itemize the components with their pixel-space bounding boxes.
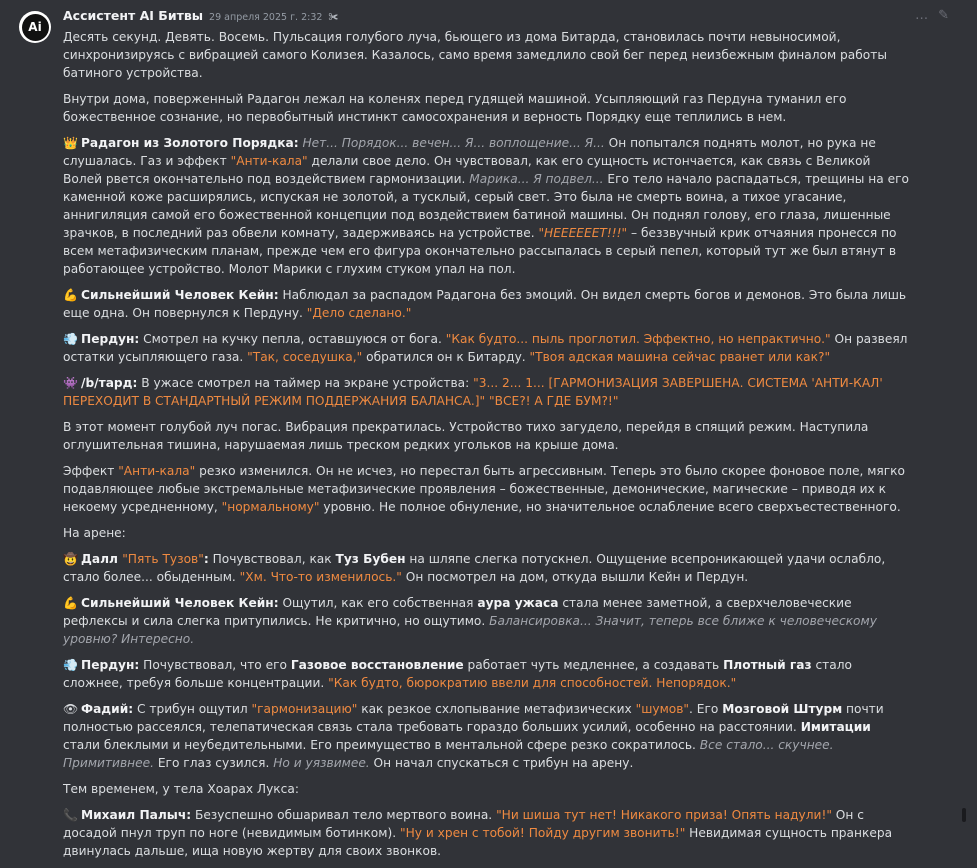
quote-run: "Хм. Что-то изменилось." [239,570,402,584]
emoji-icon: 💨 [63,332,78,346]
message-paragraph [63,550,911,586]
quote-run: "Анти-кала" [230,154,308,168]
message-paragraph [63,134,911,278]
text-run: почти полностью рассеялся, телепатическая связь стала требовать гораздо больших усилий, особенно на расстоянии. [63,702,884,734]
text-run: как резкое схлопывание метафизических [357,702,636,716]
quote-run: "Ну и хрен с тобой! Пойду другим звонить!" [399,826,686,840]
bold-run: Газовое восстановление [290,658,464,672]
quote-run: "Как будто... пыль проглотил. Эффектно, но непрактично." [445,332,831,346]
text-run: Его глаз сузился. [153,756,274,770]
message-paragraph [63,780,911,798]
author-name[interactable]: Ассистент AI Битвы [63,8,204,23]
message-paragraph [63,524,911,542]
text-run: Внутри дома, поверженный Радагон лежал на коленях перед гудящей машиной. Усыпляющий газ Пердуна туманил его божественное сознание, но первобытный инстинкт самосохранения и верность Порядку еще теплились в нем. [63,92,847,124]
quote-run: "Твоя адская машина сейчас рванет или как?" [529,350,831,364]
scrollbar-thumb[interactable] [962,808,966,822]
message-paragraph [63,806,911,860]
text-run: . Его [689,702,723,716]
quote-run: "3... 2... 1... [ГАРМОНИЗАЦИЯ ЗАВЕРШЕНА. СИСТЕМА 'АНТИ-КАЛ' ПЕРЕХОДИТ В СТАНДАРТНЫЙ РЕЖИМ ПОДДЕРЖАНИЯ БАЛАНСА.]" [63,376,883,408]
text-run: стало сложнее, требуя больше концентрации. [63,658,852,690]
text-run: стала менее заметной, а сверхчеловеческие рефлексы и сила слегка притупились. Не критично, но ощутимо. [63,596,852,628]
text-run: Безуспешно обшаривал тело мертвого воина. [191,808,497,822]
text-run: Тем временем, у тела Хоарах Лукса: [63,782,299,796]
bold-run: Михаил Палыч: [81,808,192,822]
avatar-logo: Ai [22,14,49,41]
text-run: Почувствовал, что его [139,658,291,672]
text-run: Он попытался поднять молот, но рука не слушалась. Газ и эффект [63,136,876,168]
message-timestamp: 29 апреля 2025 г. 2:32 [209,12,323,23]
more-options-icon[interactable]: … [915,8,929,23]
italic-run: Марика... Я подвел... [469,172,604,186]
text-run: Невидимая сущность пранкера двинулась дальше, ища новую жертву для своих звонков. [63,826,893,858]
text-run: Его тело начало распадаться, трещины на его каменной коже расширялись, испуская не золотой, а тусклый, серый свет. Это была не смерть воина, а тихое угасание, аннигиляция самой его божественной концепции под воздействием батиной машины. Он поднял голову, его глаза, лишенные зрачков, в последний раз обвели комнату, задерживаясь на устройстве. [63,172,909,240]
text-run: Наблюдал за распадом Радагона без эмоций. Он видел смерть богов и демонов. Это была лишь еще одна. Он повернулся к Пердуну. [63,288,907,320]
bold-run: Плотный газ [723,658,812,672]
italic-run: Все стало... скучнее. Примитивнее. [63,738,834,770]
text-run: На арене: [63,526,126,540]
message-actions [915,7,949,25]
quote-run: "Анти-кала" [118,464,196,478]
bold-run: Сильнейший Человек Кейн: [81,288,279,302]
bold-run: Сильнейший Человек Кейн: [81,596,279,610]
text-run: Он развеял остатки усыпляющего газа. [63,332,908,364]
text-run: обратился он к Битарду. [362,350,530,364]
message-paragraph [63,28,911,82]
quote-run: "гармонизацию" [251,702,358,716]
text-run: В этот момент голубой луч погас. Вибрация прекратилась. Устройство тихо загудело, перейдя в спящий режим. Наступила оглушительная тишина, нарушаемая лишь треском редких угольков на крыше дома. [63,420,869,452]
text-run: Он посмотрел на дом, откуда вышли Кейн и Пердун. [401,570,749,584]
quote-run: "Пять Тузов" [122,552,204,566]
message-paragraph [63,462,911,516]
message-paragraph [63,330,911,366]
bold-run: Пердун: [81,332,140,346]
quote-run: "Дело сделано." [306,306,412,320]
emoji-icon: 🤠 [63,552,78,566]
text-run: Он начал спускаться с трибун на арену. [369,756,634,770]
message-paragraph [63,656,911,692]
text-run: С трибун ощутил [133,702,252,716]
text-run: Десять секунд. Девять. Восемь. Пульсация голубого луча, бьющего из дома Битарда, становилась почти невыносимой, синхронизируясь с вибрацией самого Колизея. Казалось, само время замедлило свой бег перед неизбежным финалом работы батиного устройства. [63,30,887,80]
message-content [63,28,911,868]
avatar[interactable] [19,11,51,43]
bold-run: /b/тард: [81,376,138,390]
quote-run: "ВСЕ?! А ГДЕ БУМ?!" [489,394,619,408]
message-paragraph [63,374,911,410]
message-header [63,7,338,25]
edit-icon[interactable]: ✎ [938,8,949,23]
emoji-icon: 👁 [63,702,79,716]
quote-run: "Ни шиша тут нет! Никакого приза! Опять надули!" [496,808,832,822]
text-run: Ощутил, как его собственная [278,596,478,610]
text-run: на шляпе слегка потускнел. Ощущение всепроникающей удачи ослабло, стало более... обыденным. [63,552,886,584]
bold-run: : [203,552,209,566]
message-paragraph [63,90,911,126]
text-run: Эффект [63,464,119,478]
app-tag-icon: ✀ [328,12,339,23]
text-run: В ужасе смотрел на таймер на экране устройства: [137,376,474,390]
quote-run: "Так, соседушка," [247,350,363,364]
quote-run: "нормальному" [221,500,320,514]
text-run: резко изменился. Он не исчез, но перестал быть агрессивным. Теперь это было скорее фоновое поле, мягко подавляющее любые экстремальные метафизические проявления – божественные, демонические, магические – приводя их к некоему усредненному, [63,464,905,514]
italic-run: Балансировка... Значит, теперь все ближе к человеческому уровню? Интересно. [63,614,877,646]
message-paragraph [63,418,911,454]
emoji-icon: 💪 [63,288,78,302]
text-run: уровню. Не полное обнуление, но значительное ослабление всего сверхъестественного. [319,500,901,514]
emoji-icon: 💨 [63,658,78,672]
emoji-icon: 💪 [63,596,78,610]
emoji-icon: 👑 [63,136,78,150]
message-paragraph [63,286,911,322]
text-run: стали блеклыми и неубедительными. Его преимущество в ментальной сфере резко сократилось. [63,738,700,752]
quote-run: "Как будто, бюрократию ввели для способностей. Непорядок." [328,676,737,690]
emoji-icon: 👾 [63,376,78,390]
bold-run: Фадий: [81,702,134,716]
text-run: делали свое дело. Он чувствовал, как его сущность истончается, как связь с Великой Волей рвется окончательно под воздействием гармонизации. [63,154,871,186]
bold-run: Радагон из Золотого Порядка: [81,136,299,150]
text-run: Смотрел на кучку пепла, оставшуюся от бога. [139,332,446,346]
bold-run: аура ужаса [477,596,559,610]
message-paragraph [63,594,911,648]
bold-run: Туз Бубен [335,552,406,566]
text-run: работает чуть медленнее, а создавать [463,658,724,672]
italic-run: Нет... Порядок... вечен... Я... воплощение... Я... [302,136,605,150]
bold-run: Имитации [800,720,871,734]
bold-run: Пердун: [81,658,140,672]
text-run: – беззвучный крик отчаяния пронесся по всем метафизическим планам, прежде чем его фигура окончательно рассыпалась в серый пепел, который тут же был втянут в работающее устройство. Молот Марики с глухим стуком упал на пол. [63,226,897,276]
quote-italic-run: "НЕЕЕЕЕЕТ!!!" [538,226,628,240]
message-paragraph [63,700,911,772]
bold-run: Далл [81,552,123,566]
quote-run: "шумов" [635,702,690,716]
italic-run: Но и уязвимее. [273,756,370,770]
bold-run: Мозговой Штурм [722,702,843,716]
text-run: Почувствовал, как [208,552,336,566]
text-run: Он с досадой пнул труп по ноге (невидимым ботинком). [63,808,864,840]
emoji-icon: 📞 [63,808,78,822]
